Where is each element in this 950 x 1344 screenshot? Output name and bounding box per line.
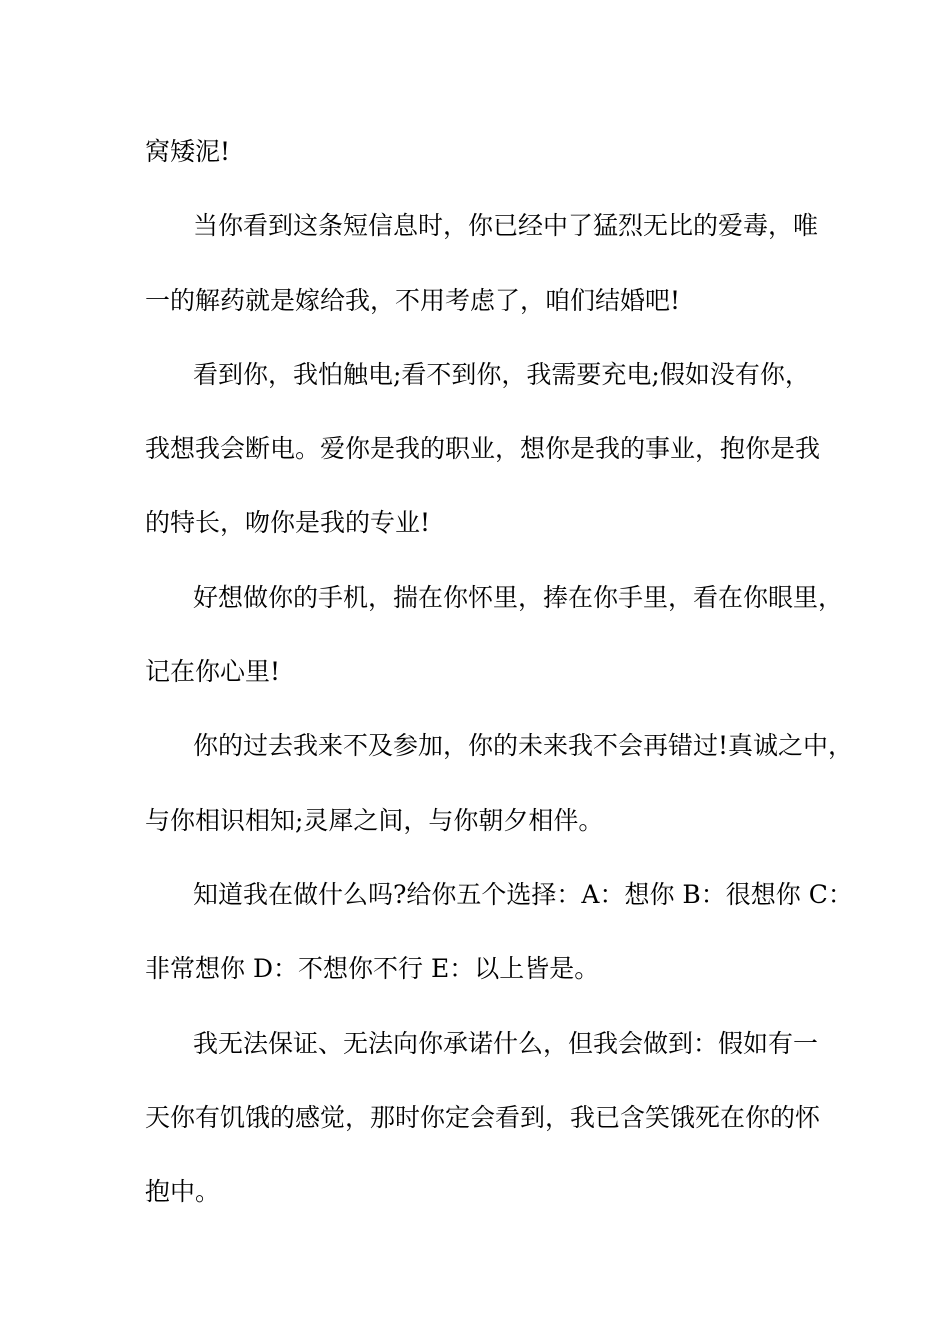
paragraph-line: 与你相识相知;灵犀之间，与你朝夕相伴。 (145, 805, 604, 835)
text-body (145, 126, 854, 1240)
paragraph-line: 我想我会断电。爱你是我的职业，想你是我的事业，抱你是我 (145, 434, 821, 464)
paragraph-line: 抱中。 (145, 1177, 221, 1207)
paragraph-line: 当你看到这条短信息时，你已经中了猛烈无比的爱毒，唯 (193, 211, 819, 241)
paragraph-line: 天你有饥饿的感觉，那时你定会看到，我已含笑饿死在你的怀 (145, 1102, 821, 1132)
paragraph-line: 的特长，吻你是我的专业! (145, 508, 431, 538)
paragraph-line: 我无法保证、无法向你承诺什么，但我会做到：假如有一 (193, 1028, 819, 1058)
paragraph-line: 看到你，我怕触电;看不到你，我需要充电;假如没有你， (193, 359, 810, 389)
paragraph-line: 窝矮泥! (145, 137, 231, 166)
paragraph-line: 一的解药就是嫁给我，不用考虑了，咱们结婚吧! (145, 285, 681, 315)
paragraph-line: 非常想你 D：不想你不行 E：以上皆是。 (145, 954, 600, 984)
paragraph-line: 好想做你的手机，揣在你怀里，捧在你手里，看在你眼里， (193, 582, 844, 612)
paragraph-line: 记在你心里! (145, 657, 281, 687)
paragraph-line: 你的过去我来不及参加，你的未来我不会再错过!真诚之中， (193, 731, 854, 761)
paragraph-line: 知道我在做什么吗?给你五个选择：A：想你 B：很想你 C： (193, 879, 853, 909)
